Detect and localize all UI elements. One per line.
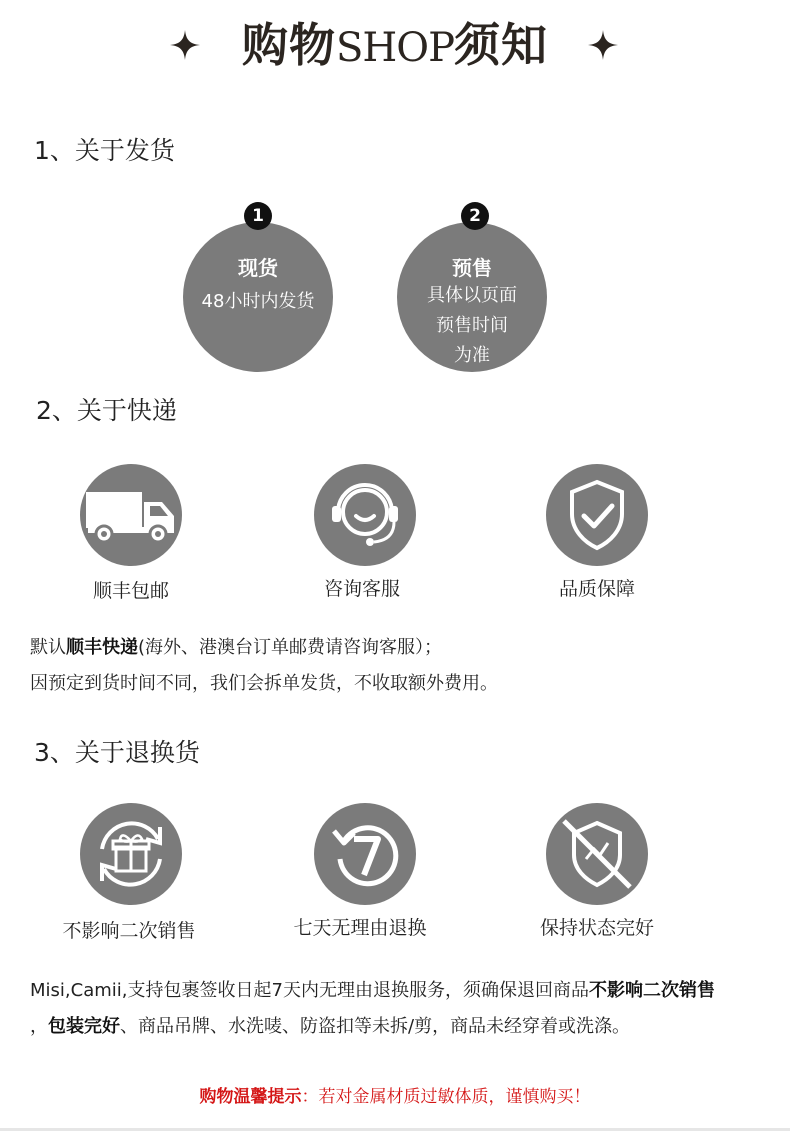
sf-express-highlight: 顺丰快递 xyxy=(66,637,138,658)
shopping-tip-text: ：若对金属材质过敏体质，谨慎购买！ xyxy=(301,1087,591,1107)
section-3-heading: 3、关于退换货 xyxy=(34,738,200,767)
presale-line-1: 具体以页面 xyxy=(427,285,517,306)
headset-icon xyxy=(314,464,416,566)
step-number-2: 2 xyxy=(461,202,489,230)
section-1-heading: 1、关于发货 xyxy=(34,136,175,165)
presale-line-3: 为准 xyxy=(454,345,490,366)
consult-service-label: 咨询客服 xyxy=(323,578,400,600)
step-number-1: 1 xyxy=(244,202,272,230)
truck-icon xyxy=(80,464,182,566)
shopping-tip-label: 购物温馨提示 xyxy=(199,1087,302,1107)
title-part-2: SHOP xyxy=(336,25,454,71)
seven-day-return-icon xyxy=(314,803,416,905)
no-resale-highlight: 不影响二次销售 xyxy=(588,980,715,1001)
free-shipping-label: 顺丰包邮 xyxy=(92,580,169,602)
title-part-3: 须知 xyxy=(454,18,548,72)
seven-day-return-label: 七天无理由退换 xyxy=(293,917,427,939)
gift-refresh-icon xyxy=(80,803,182,905)
presale-title: 预售 xyxy=(452,256,492,280)
no-resale-impact-label: 不影响二次销售 xyxy=(62,920,196,942)
shield-check-icon xyxy=(546,464,648,566)
section-2-heading: 2、关于快递 xyxy=(36,396,177,425)
presale-circle xyxy=(397,222,547,372)
in-stock-title: 现货 xyxy=(238,256,278,280)
in-stock-text: 48小时内发货 xyxy=(201,291,315,312)
no-damage-shield-icon xyxy=(546,803,648,905)
shipping-note-line-2: 因预定到货时间不同，我们会拆单发货，不收取额外费用。 xyxy=(30,673,498,694)
shipping-note-line-1: 默认顺丰快递(海外、港澳台订单邮费请咨询客服）； xyxy=(30,637,443,658)
sparkle-star-icon-right xyxy=(588,30,618,60)
presale-line-2: 预售时间 xyxy=(436,315,508,336)
keep-intact-label: 保持状态完好 xyxy=(539,917,654,939)
title-part-1: 购物 xyxy=(242,18,336,72)
packaging-intact-highlight: 包装完好 xyxy=(48,1016,120,1037)
in-stock-circle xyxy=(183,222,333,372)
page-title xyxy=(0,14,790,76)
return-note-line-2: ，包装完好、商品吊牌、水洗唛、防盗扣等未拆/剪，商品未经穿着或洗涤。 xyxy=(30,1016,631,1037)
shopping-tip xyxy=(0,1082,790,1107)
quality-guarantee-label: 品质保障 xyxy=(558,578,635,600)
return-note-line-1: Misi,Camii,支持包裹签收日起7天内无理由退换服务，须确保退回商品不影响二次销售 xyxy=(30,980,715,1001)
